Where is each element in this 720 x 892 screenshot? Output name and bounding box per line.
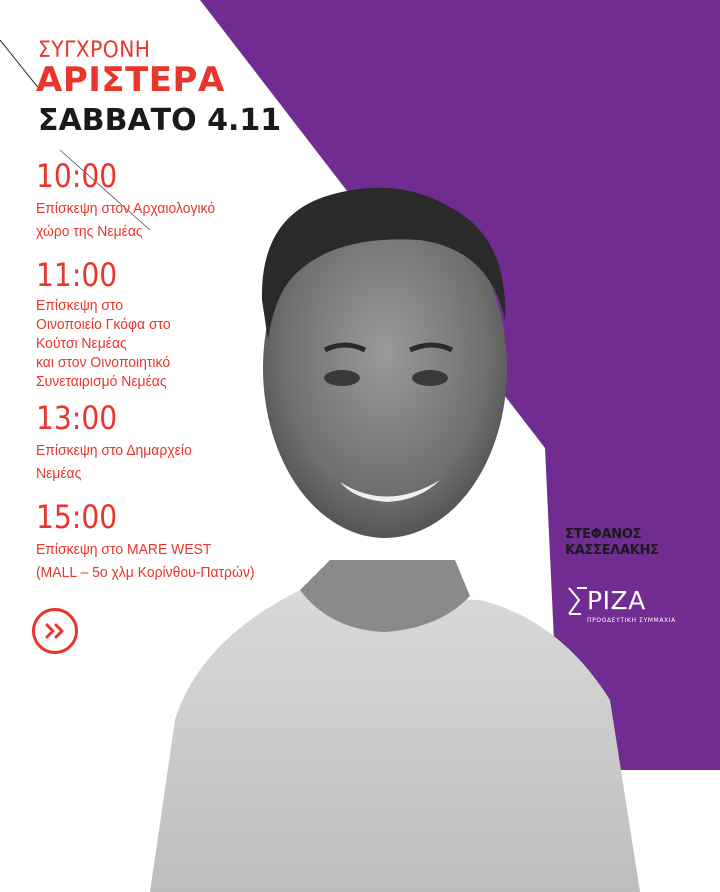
logo-mark-icon <box>567 584 589 618</box>
person-last-name: ΚΑΣΣΕΛΑΚΗΣ <box>565 543 659 558</box>
logo-tagline: ΠΡΟΟΔΕΥΤΙΚΗ ΣΥΜΜΑΧΙΑ <box>587 617 676 624</box>
header-date: ΣΑΒΒΑΤΟ 4.11 <box>38 103 282 138</box>
schedule-item <box>36 499 286 584</box>
event-description: Επίσκεψη στο Οινοποιείο Γκόφα στο Κούτσι Νεμέας και στον Οινοποιητικό Συνεταιρισμό Νεμέας <box>36 297 171 390</box>
event-description: Επίσκεψη στον Αρχαιολογικό χώρο της Νεμέας <box>36 200 216 240</box>
event-description: Επίσκεψη στο MARE WEST (MALL – 5ο χλμ Κορίνθου-Πατρών) <box>36 541 255 581</box>
event-description: Επίσκεψη στο Δημαρχείο Νεμέας <box>36 442 192 482</box>
event-time: 10:00 <box>36 157 118 195</box>
header-subtitle: ΣΥΓΧΡΟΝΗ <box>38 38 151 63</box>
header-title: ΑΡΙΣΤΕΡΑ <box>36 60 225 100</box>
person-name <box>565 527 659 559</box>
chevrons-right-icon <box>44 622 66 640</box>
next-button[interactable] <box>32 608 78 654</box>
person-first-name: ΣΤΕΦΑΝΟΣ <box>565 527 642 542</box>
schedule-item <box>36 158 286 243</box>
logo-wordmark: ΡΙΖΑ <box>587 586 646 615</box>
schedule-item <box>36 257 286 391</box>
party-logo <box>567 584 677 628</box>
event-time: 15:00 <box>36 498 118 536</box>
event-time: 11:00 <box>36 256 118 294</box>
schedule-item <box>36 400 286 485</box>
decorative-line <box>0 40 40 90</box>
event-time: 13:00 <box>36 399 118 437</box>
